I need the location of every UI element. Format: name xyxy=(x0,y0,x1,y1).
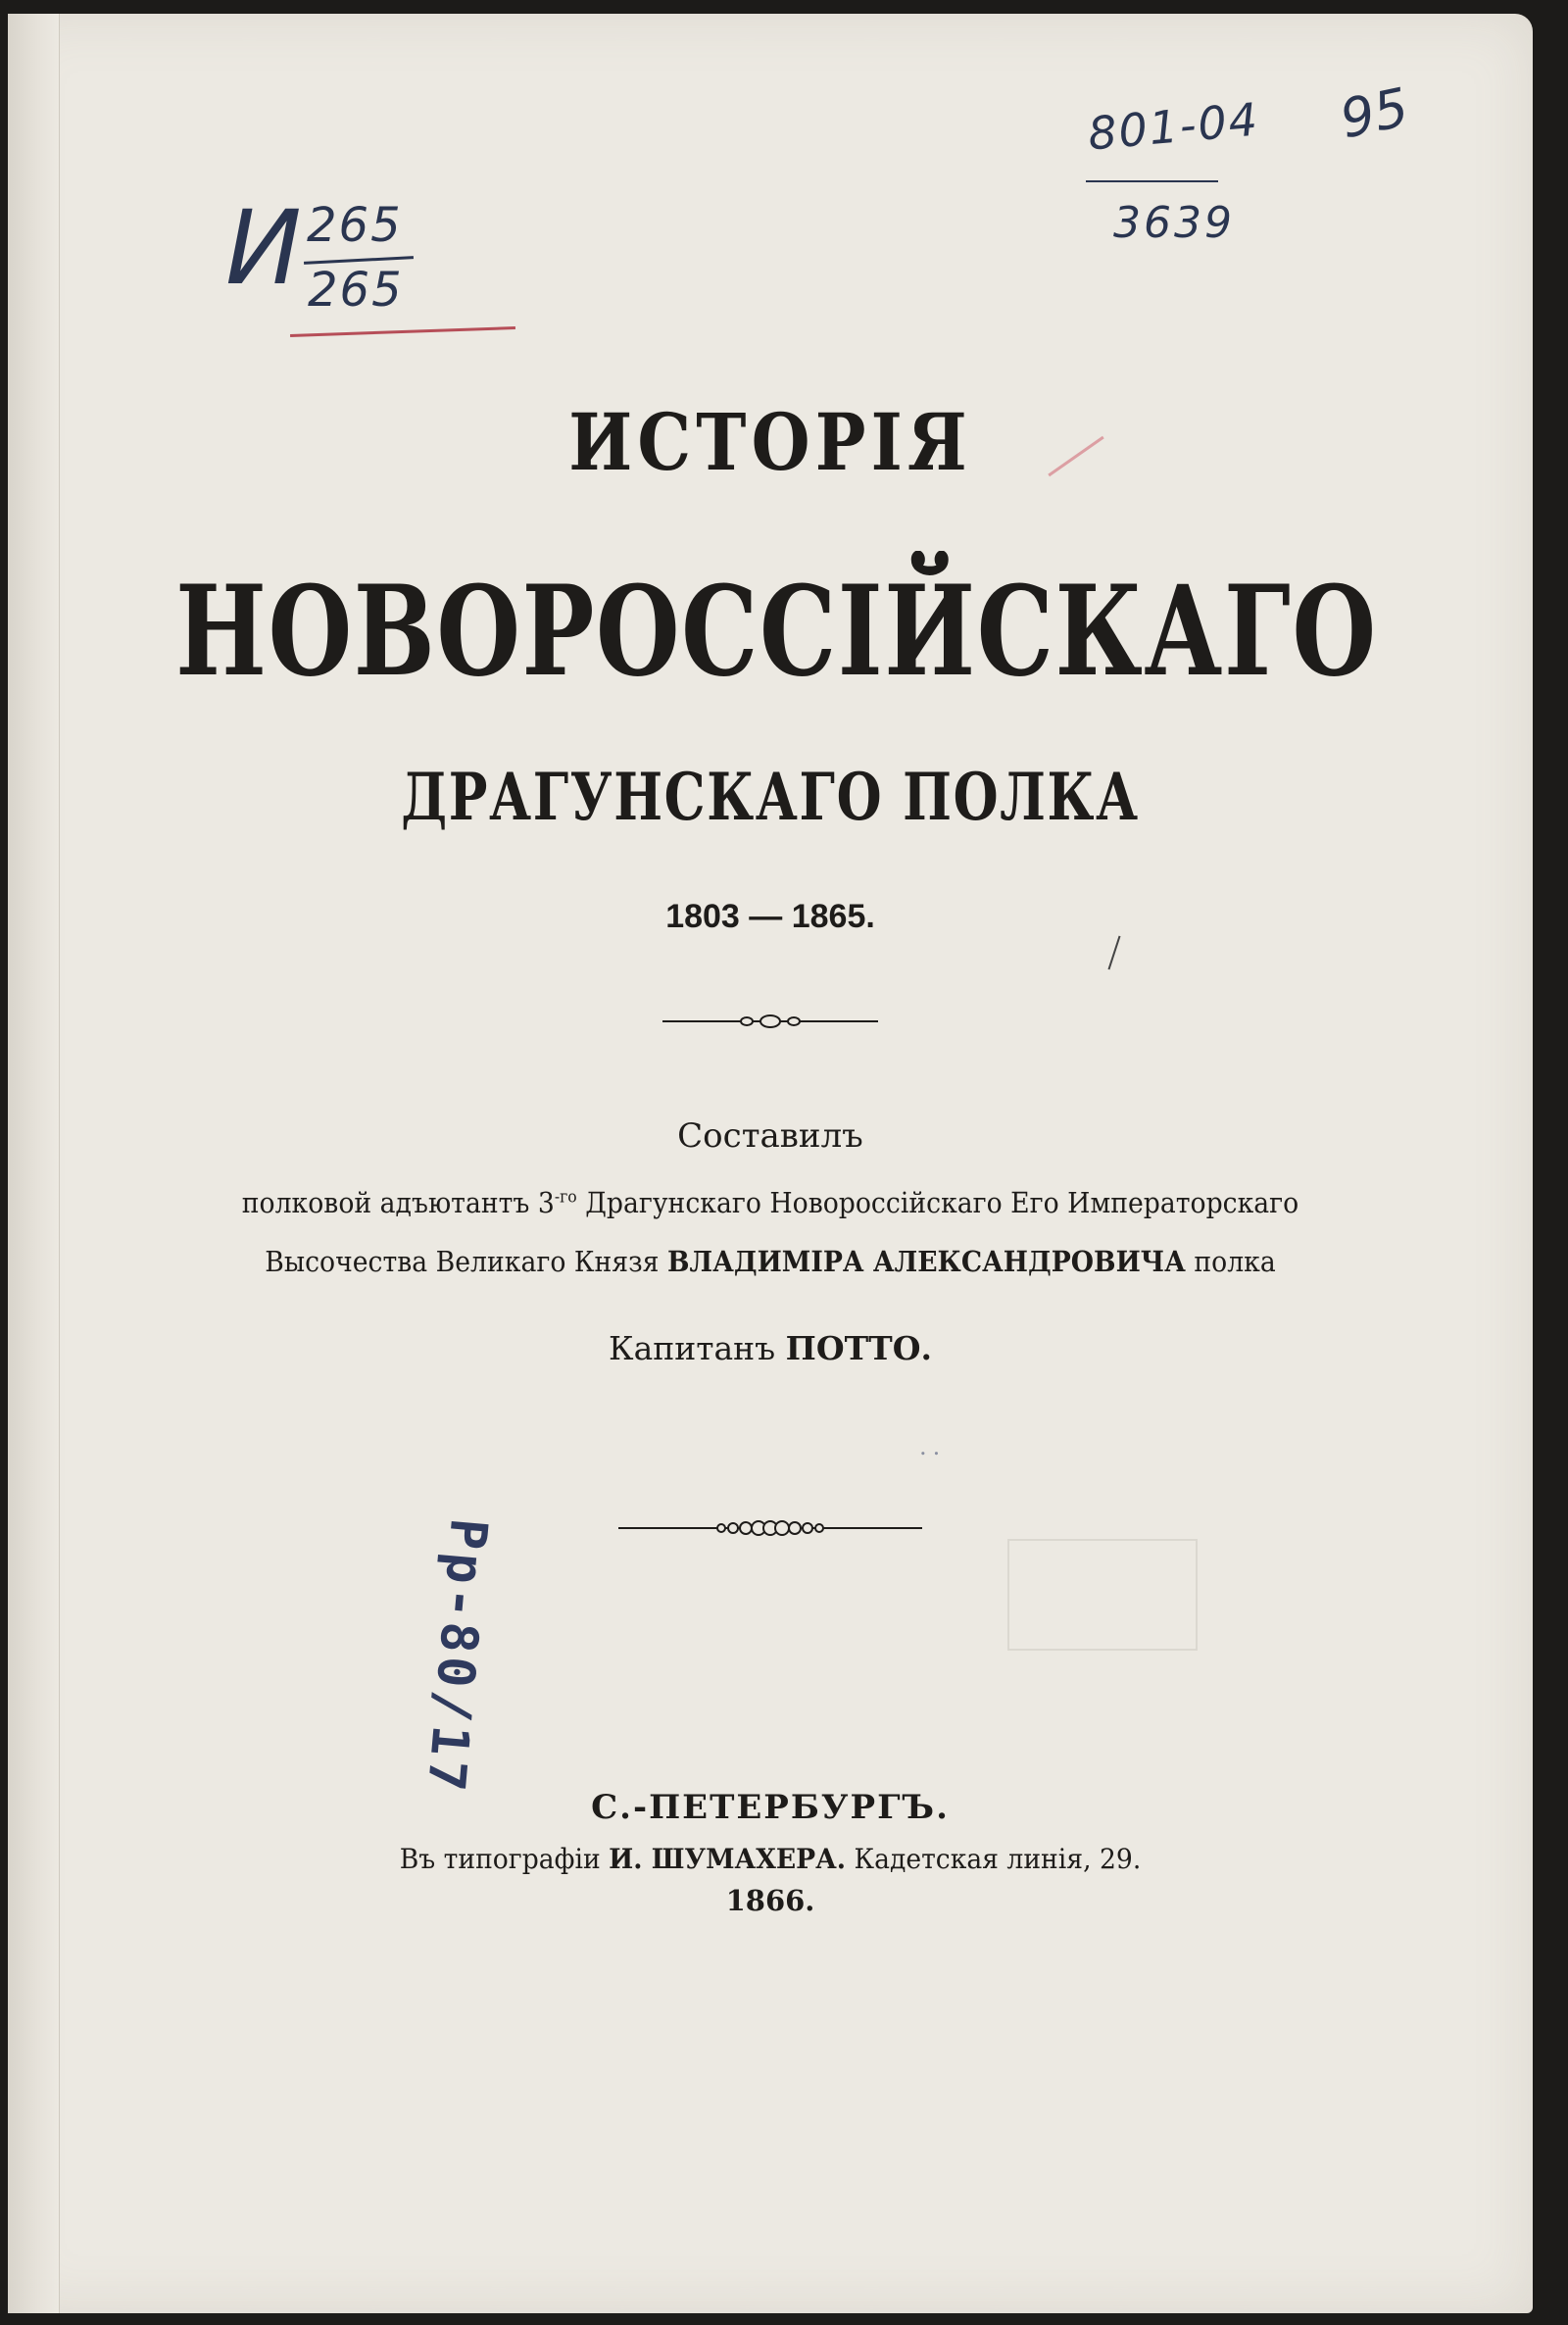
ink-dots: .. xyxy=(919,1433,947,1460)
press-text-c: Кадетская линія, 29. xyxy=(846,1843,1142,1875)
press-text-a: Въ типографіи xyxy=(399,1843,610,1875)
patron-text-c: полка xyxy=(1185,1245,1276,1278)
bleed-through-stamp xyxy=(1007,1539,1198,1651)
patron-name: ВЛАДИМІРА АЛЕКСАНДРОВИЧА xyxy=(667,1245,1186,1278)
title-main: НОВОРОССІЙСКАГО xyxy=(175,559,1378,704)
patron-text-a: Высочества Великаго Князя xyxy=(265,1245,668,1278)
printer-name: И. ШУМАХЕРА. xyxy=(609,1843,847,1875)
inventory-number-top: 801-04 xyxy=(1085,92,1261,161)
red-pencil-underline xyxy=(290,326,515,337)
inventory-rule xyxy=(1086,180,1218,182)
ornament-divider xyxy=(662,1010,878,1033)
rank-text-a: полковой адъютантъ 3 xyxy=(241,1186,555,1219)
author-rank: Капитанъ xyxy=(609,1329,786,1367)
rank-superscript: -го xyxy=(554,1187,577,1208)
imprint-press xyxy=(46,1843,1494,1875)
title-regiment: ДРАГУНСКАГО ПОЛКА xyxy=(401,759,1140,835)
author-rank-line xyxy=(69,1186,1472,1219)
rank-text-b: Драгунскаго Новороссійскаго Его Императорскаго xyxy=(576,1186,1299,1219)
pencil-tick xyxy=(1107,936,1120,970)
ornament-divider-lower xyxy=(618,1515,922,1541)
compiled-by: Составилъ xyxy=(677,1116,863,1156)
regiment-patron-line xyxy=(69,1245,1472,1278)
title-history: ИСТОРІЯ xyxy=(568,396,972,488)
corner-mark: 95 xyxy=(1335,75,1414,151)
call-number-letter: И xyxy=(225,188,302,308)
author-surname: ПОТТО. xyxy=(785,1329,932,1367)
library-stamp: Рр-80/17 xyxy=(415,1515,498,1798)
call-number-top: 265 xyxy=(307,198,403,253)
title-page xyxy=(8,14,1533,2313)
author-name xyxy=(8,1329,1533,1367)
imprint-city: С.-ПЕТЕРБУРГЪ. xyxy=(591,1788,950,1827)
inventory-number-bottom: 3639 xyxy=(1113,198,1235,248)
title-years: 1803 — 1865. xyxy=(665,898,875,935)
imprint-year: 1866. xyxy=(725,1884,815,1917)
binding-gutter xyxy=(8,14,60,2313)
call-number-bottom: 265 xyxy=(308,263,404,318)
